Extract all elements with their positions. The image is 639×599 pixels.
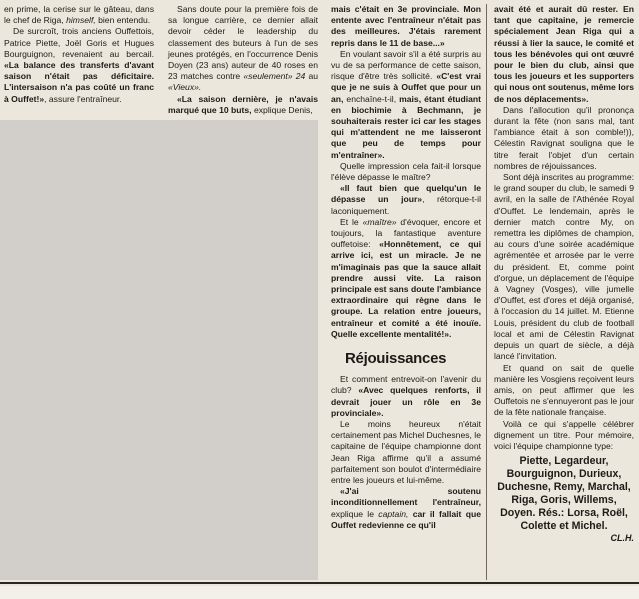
- paragraph: en prime, la cerise sur le gâteau, dans le chef de Riga, himself, bien entendu.: [4, 4, 154, 26]
- article-column-1: [4, 4, 154, 118]
- paragraph: Quelle impression cela fait-il lorsque l'élève dépasse le maître?: [331, 160, 481, 183]
- paragraph: Et quand on sait de quelle manière les Vosgiens reçoivent leurs amis, on peut affirmer que les Ouffetois ne s'ennuyeront pas le jour de la fête nationale française.: [494, 362, 634, 418]
- section-subheading: Réjouissances: [345, 350, 447, 368]
- paragraph: «Il faut bien que quelqu'un le dépasse un jour», rétorque-t-il laconiquement.: [331, 183, 481, 216]
- paragraph: De surcroît, trois anciens Ouffettois, Patrice Piette, Joël Goris et Hugues Bourguignon, revenaient au bercail. «La balance des transferts d'avant saison n'était pas déficitaire. L'intersaison n'a pas coûté un franc à Ouffet!», assure l'entraîneur.: [4, 26, 154, 104]
- paragraph: mais c'était en 3e provinciale. Mon entente avec l'entraîneur n'était pas des meilleures. J'étais rarement repris dans le 11 de base...»: [331, 4, 481, 48]
- paragraph: Voilà ce qui s'appelle célébrer dignement un titre. Pour mémoire, voici l'équipe championne type:: [494, 418, 634, 451]
- article-column-2: [168, 4, 319, 115]
- paragraph: Et le «maître» d'évoquer, encore et toujours, la fantastique aventure ouffetoise: «Honnêtement, ce qui arrive ici, est un miracle. Je ne m'imaginais pas que la sauce allait prendre aussi vite. La raison principale est sans doute l'ambiance extraordinaire qui règne dans le groupe. La relation entre joueurs, entraîneur et comité a été inouïe. Quelle excellente mentalité!».: [331, 216, 482, 339]
- article-column-3: [331, 4, 481, 578]
- paragraph: «La saison dernière, je n'avais marqué que 10 buts, explique Denis,: [168, 93, 318, 115]
- page-bottom-margin: [0, 586, 639, 599]
- paragraph: Dans l'allocution qu'il prononça durant la fête (non sans mal, tant l'ambiance était à son comble!)), Célestin Ravignat souligna que le titre ferait l'objet d'un certain nombres de réjouissances.: [494, 104, 634, 171]
- paragraph: Et comment entrevoit-on l'avenir du club? «Avec quelques renforts, il devrait jouer un rôle en 3e provinciale».: [331, 374, 482, 418]
- paragraph: «J'ai soutenu inconditionnellement l'entraîneur, explique le captain, car il fallait que Ouffet redevienne ce qu'il: [331, 486, 481, 530]
- paragraph: avait été et aurait dû rester. En tant que capitaine, je remercie spécialement Jean Riga qui a réussi à lier la sauce, le comité et tous les bénévoles qui ont œuvré pour le bien du club, ainsi que tous les joueurs et les supporters qui nous ont soutenus, même lors de nos déplacements».: [494, 4, 634, 104]
- redacted-photo-area: [0, 120, 318, 580]
- paragraph: Le moins heureux n'était certainement pas Michel Duchesnes, le capitaine de l'équipe championne dont Jean Riga affirme qu'il a assumé parfaitement son boulot d'intermédiaire entre les joueurs et lui-même.: [331, 418, 481, 485]
- article-column-4: [494, 4, 634, 584]
- page-bottom-rule: [0, 582, 639, 584]
- column-divider: [486, 4, 487, 580]
- team-lineup: Piette, Legardeur, Bourguignon, Durieux, Duchesne, Remy, Marchal, Riga, Goris, Willems, Doyen. Rés.: Lorsa, Roël, Colette et Michel.: [497, 455, 631, 533]
- paragraph: Sont déjà inscrites au programme: le grand souper du club, le samedi 9 avril, en la salle de l'Athénée Royal d'Ouffet. Le lendemain, après le dernier match contre My, on remettra les diplômes de champion, au cours d'une soirée académique agrémentée et arrosée par le verre du président. Et, comme point d'orgue, un déplacement de l'équipe à Vagney (Vosges), ville jumelle d'Ouffet, est d'ores et déjà organisé, à l'occasion du 14 juillet. M. Etienne Louis, président du club de football local et ami de Célestin Ravignat depuis un quart de siècle, a déjà lancé l'invitation.: [494, 172, 634, 362]
- paragraph: Sans doute pour la première fois de sa longue carrière, ce dernier allait devoir céder le leadership du classement des buteurs à l'un de ses jeunes protégés, en l'occurrence Denis Doyen (23 ans) auteur de 40 roses en 23 matches contre «seulement» 24 au «Vieux».: [168, 4, 319, 93]
- author-signature: CL.H.: [610, 533, 634, 544]
- paragraph: En voulant savoir s'il a été surpris au vu de sa performance de cette saison, risque d'être très sollicité. «C'est vrai que je ne suis à Ouffet que pour un an, enchaîne-t-il, mais, étant étudiant en biochimie à Bechmann, je souhaiterais rester ici car les stages qui m'attendent ne me laisseront que peu de temps pour m'entraîner».: [331, 48, 482, 160]
